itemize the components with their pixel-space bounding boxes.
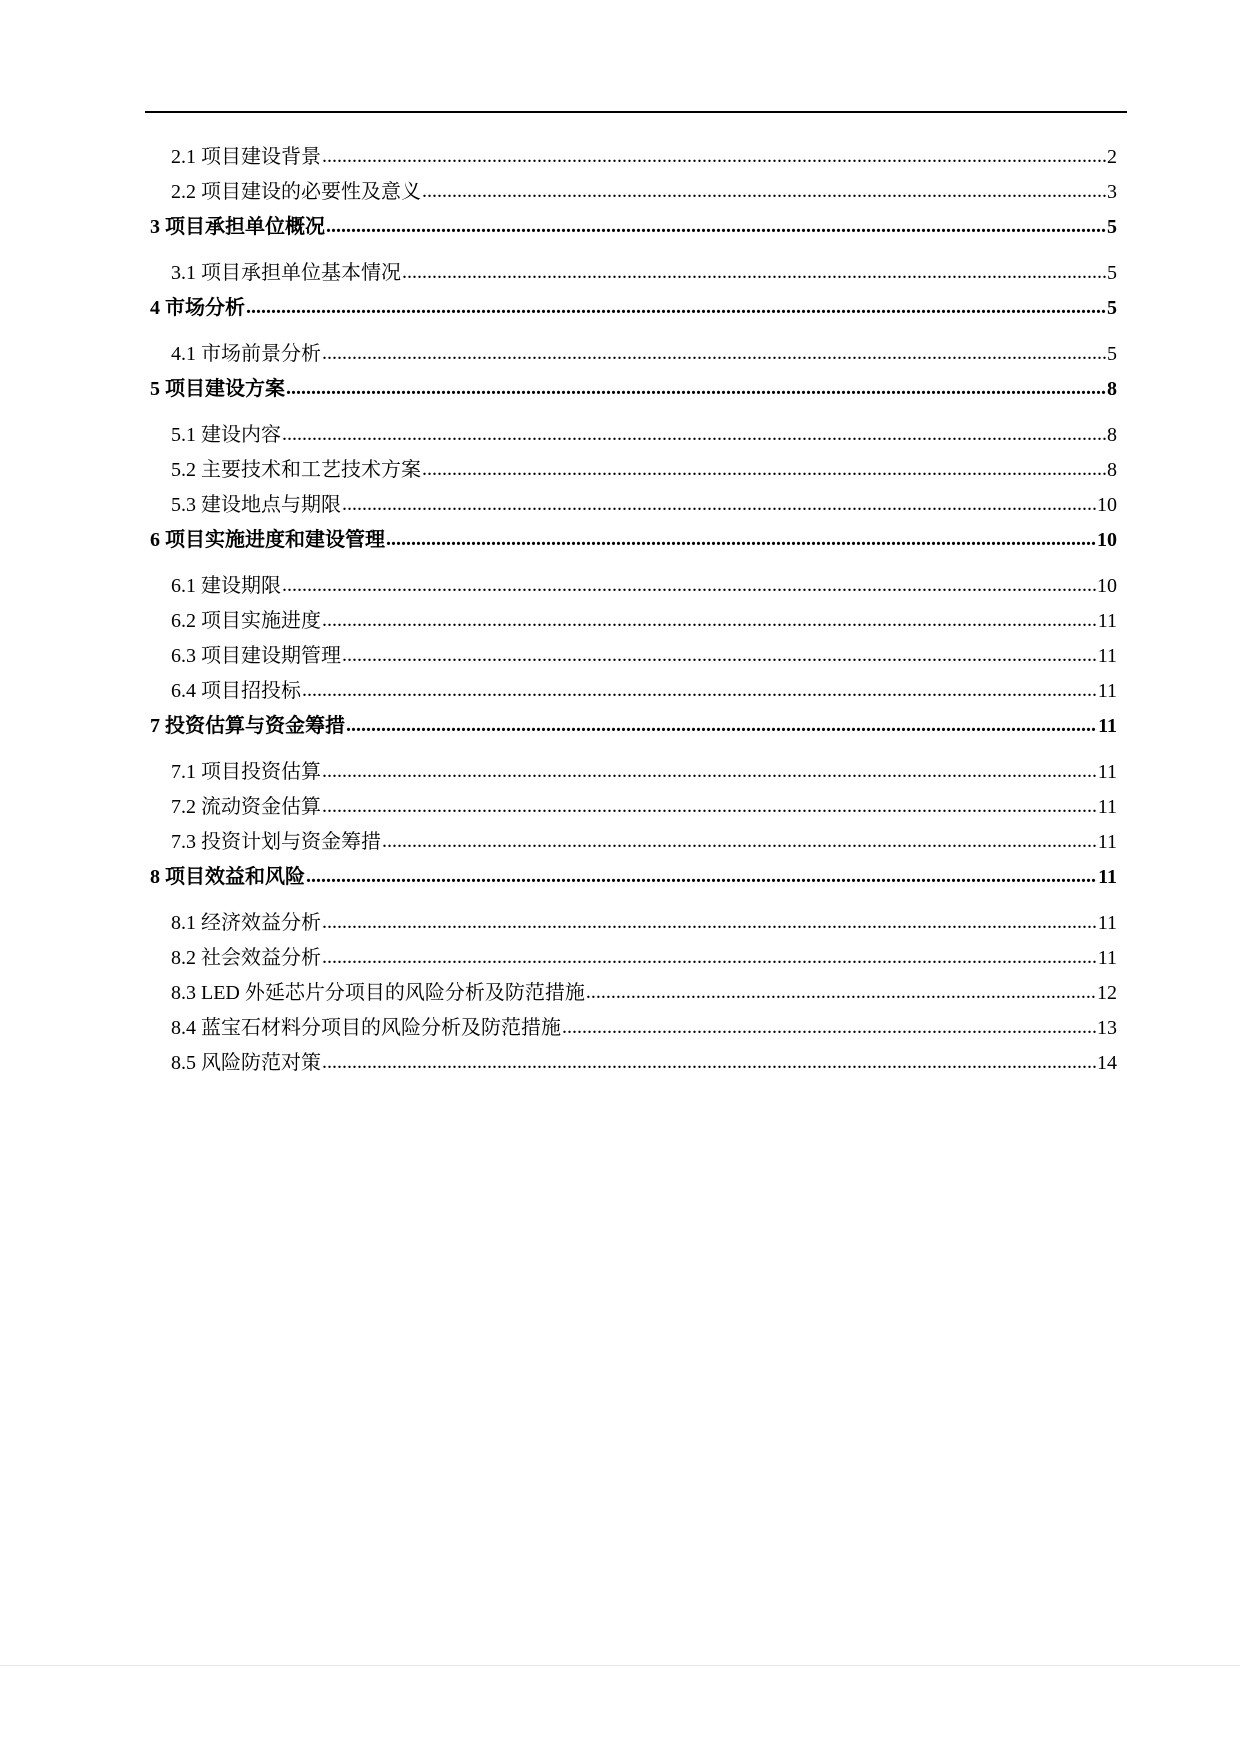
- toc-page-number: 8: [1107, 424, 1117, 446]
- toc-page-number: 3: [1107, 181, 1117, 203]
- toc-chapter-entry[interactable]: [145, 709, 1117, 744]
- toc-dot-leader: [322, 1045, 1096, 1080]
- toc-dot-leader: [562, 1010, 1096, 1045]
- toc-entry-title: 7.1 项目投资估算: [171, 761, 321, 783]
- toc-entry-title: 5 项目建设方案: [150, 378, 285, 400]
- toc-entry-title: 3 项目承担单位概况: [150, 216, 325, 238]
- toc-section-entry[interactable]: [145, 337, 1117, 372]
- toc-page-number: 11: [1097, 947, 1117, 969]
- toc-section-entry[interactable]: [145, 825, 1117, 860]
- toc-entry-title: 5.3 建设地点与期限: [171, 494, 341, 516]
- toc-section-entry[interactable]: [145, 256, 1117, 291]
- toc-page-number: 8: [1107, 378, 1117, 400]
- toc-section-entry[interactable]: [145, 1011, 1117, 1046]
- toc-chapter-entry[interactable]: [145, 523, 1117, 558]
- toc-entry-title: 6 项目实施进度和建设管理: [150, 529, 385, 551]
- toc-section-entry[interactable]: [145, 175, 1117, 210]
- toc-page-number: 11: [1097, 761, 1117, 783]
- toc-page-number: 5: [1107, 343, 1117, 365]
- toc-entry-title: 2.2 项目建设的必要性及意义: [171, 181, 421, 203]
- toc-chapter-entry[interactable]: [145, 372, 1117, 407]
- toc-page-number: 11: [1098, 715, 1117, 737]
- toc-page-number: 11: [1097, 831, 1117, 853]
- toc-page-number: 14: [1097, 1052, 1117, 1074]
- toc-section-entry[interactable]: [145, 674, 1117, 709]
- toc-section-entry[interactable]: [145, 488, 1117, 523]
- toc-dot-leader: [322, 789, 1097, 824]
- toc-entry-title: 6.2 项目实施进度: [171, 610, 321, 632]
- toc-dot-leader: [322, 754, 1097, 789]
- toc-dot-leader: [322, 336, 1106, 371]
- toc-entry-title: 2.1 项目建设背景: [171, 146, 321, 168]
- toc-entry-title: 8.3 LED 外延芯片分项目的风险分析及防范措施: [171, 982, 585, 1004]
- toc-dot-leader: [282, 568, 1096, 603]
- toc-dot-leader: [382, 824, 1097, 859]
- toc-dot-leader: [322, 603, 1097, 638]
- toc-entry-title: 6.1 建设期限: [171, 575, 281, 597]
- toc-entry-title: 8.1 经济效益分析: [171, 912, 321, 934]
- toc-chapter-entry[interactable]: [145, 210, 1117, 245]
- toc-entry-title: 7.3 投资计划与资金筹措: [171, 831, 381, 853]
- toc-page-number: 10: [1097, 529, 1117, 551]
- toc-chapter-entry[interactable]: [145, 860, 1117, 895]
- toc-entry-title: 6.4 项目招投标: [171, 680, 301, 702]
- toc-section-entry[interactable]: [145, 569, 1117, 604]
- toc-page-number: 2: [1107, 146, 1117, 168]
- toc-dot-leader: [322, 940, 1097, 975]
- toc-dot-leader: [402, 255, 1106, 290]
- toc-page-number: 11: [1098, 866, 1117, 888]
- toc-page-number: 12: [1097, 982, 1117, 1004]
- toc-dot-leader: [326, 209, 1106, 244]
- toc-section-entry[interactable]: [145, 906, 1117, 941]
- toc-page-number: 5: [1107, 216, 1117, 238]
- toc-entry-title: 6.3 项目建设期管理: [171, 645, 341, 667]
- toc-dot-leader: [286, 371, 1106, 406]
- toc-entry-title: 7.2 流动资金估算: [171, 796, 321, 818]
- toc-entry-title: 8 项目效益和风险: [150, 866, 305, 888]
- toc-page-number: 11: [1097, 610, 1117, 632]
- toc-entry-title: 5.1 建设内容: [171, 424, 281, 446]
- toc-dot-leader: [422, 452, 1106, 487]
- toc-dot-leader: [342, 638, 1097, 673]
- toc-section-entry[interactable]: [145, 418, 1117, 453]
- toc-section-entry[interactable]: [145, 1046, 1117, 1081]
- toc-page-number: 10: [1097, 575, 1117, 597]
- toc-entry-title: 4 市场分析: [150, 297, 245, 319]
- toc-page-number: 11: [1097, 645, 1117, 667]
- toc-section-entry[interactable]: [145, 941, 1117, 976]
- toc-page-number: 11: [1097, 796, 1117, 818]
- toc-page-number: 10: [1097, 494, 1117, 516]
- toc-dot-leader: [346, 708, 1097, 743]
- toc-section-entry[interactable]: [145, 755, 1117, 790]
- toc-dot-leader: [586, 975, 1096, 1010]
- toc-page-number: 13: [1097, 1017, 1117, 1039]
- toc-dot-leader: [246, 290, 1106, 325]
- toc-section-entry[interactable]: [145, 976, 1117, 1011]
- toc-dot-leader: [282, 417, 1106, 452]
- toc-dot-leader: [322, 139, 1106, 174]
- page-bottom-edge: [0, 1665, 1240, 1666]
- toc-page-number: 8: [1107, 459, 1117, 481]
- toc-entry-title: 5.2 主要技术和工艺技术方案: [171, 459, 421, 481]
- toc-dot-leader: [302, 673, 1097, 708]
- toc-section-entry[interactable]: [145, 790, 1117, 825]
- toc-page-number: 11: [1097, 680, 1117, 702]
- toc-page-number: 11: [1097, 912, 1117, 934]
- toc-dot-leader: [386, 522, 1096, 557]
- header-rule: [145, 111, 1127, 113]
- toc-entry-title: 8.4 蓝宝石材料分项目的风险分析及防范措施: [171, 1017, 561, 1039]
- toc-dot-leader: [342, 487, 1096, 522]
- toc-dot-leader: [422, 174, 1106, 209]
- toc-section-entry[interactable]: [145, 604, 1117, 639]
- toc-entry-title: 8.2 社会效益分析: [171, 947, 321, 969]
- toc-section-entry[interactable]: [145, 140, 1117, 175]
- toc-entry-title: 3.1 项目承担单位基本情况: [171, 262, 401, 284]
- toc-entry-title: 7 投资估算与资金筹措: [150, 715, 345, 737]
- toc-dot-leader: [322, 905, 1097, 940]
- toc-page-number: 5: [1107, 262, 1117, 284]
- toc-page-number: 5: [1107, 297, 1117, 319]
- toc-chapter-entry[interactable]: [145, 291, 1117, 326]
- toc-dot-leader: [306, 859, 1097, 894]
- toc-entry-title: 8.5 风险防范对策: [171, 1052, 321, 1074]
- toc-section-entry[interactable]: [145, 453, 1117, 488]
- toc-entry-title: 4.1 市场前景分析: [171, 343, 321, 365]
- table-of-contents: [145, 140, 1117, 1081]
- toc-section-entry[interactable]: [145, 639, 1117, 674]
